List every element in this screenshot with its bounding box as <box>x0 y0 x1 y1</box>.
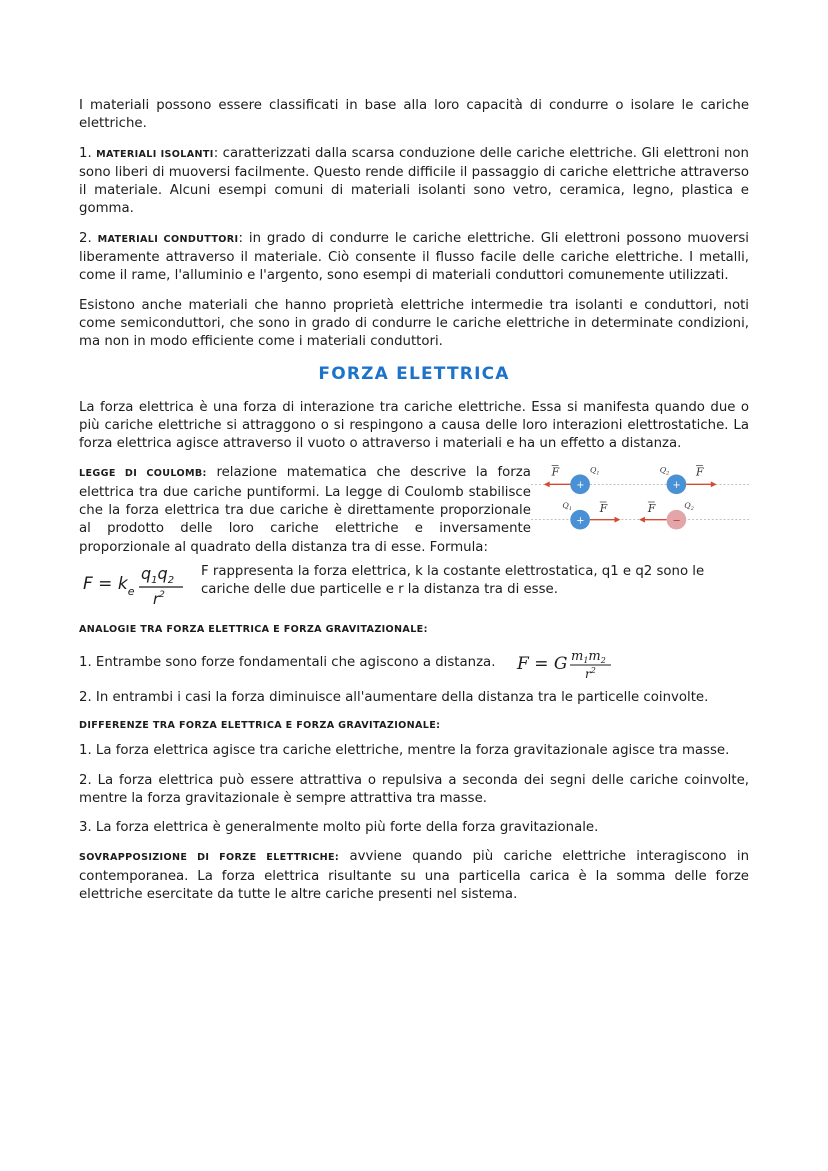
coulomb-formula <box>79 559 189 611</box>
differenze-heading <box>79 718 749 733</box>
differenze-heading-text: DIFFERENZE TRA FORZA ELETTRICA E FORZA GRAVITAZIONALE: <box>79 720 441 732</box>
conduttori-number: 2. <box>79 230 98 246</box>
q2-label-bottom: $Q_2$ <box>684 501 694 513</box>
analogy-item-1-row <box>79 646 749 680</box>
force-label-top-right: F <box>695 465 704 479</box>
analogy-item-2: 2. In entrambi i casi la forza diminuisce all'aumentare della distanza tra le particelle coinvolte. <box>79 689 709 705</box>
isolanti-label: MATERIALI ISOLANTI <box>96 148 214 160</box>
plus-sign-top-right: + <box>672 480 681 492</box>
q1-label-top: $Q_1$ <box>589 465 600 477</box>
q2-label-top: $Q_2$ <box>659 465 670 477</box>
difference-item-3: 3. La forza elettrica è generalmente molto più forte della forza gravitazionale. <box>79 820 599 836</box>
intro-paragraph: I materiali possono essere classificati in base alla loro capacità di condurre o isolare le cariche elettriche. <box>79 98 749 132</box>
arrowhead-left-bottom <box>639 517 645 523</box>
arrowhead-right-top <box>711 482 717 488</box>
q1-label-bottom: $Q_1$ <box>562 501 572 513</box>
analogy-item-1: 1. Entrambe sono forze fondamentali che agiscono a distanza. <box>79 654 496 670</box>
arrowhead-left-top <box>544 482 550 488</box>
analogie-heading <box>79 622 749 637</box>
force-label-bottom-left: F <box>599 502 608 516</box>
coulomb-diagram <box>531 464 749 540</box>
formula-numerator: $q_1q_2$ <box>141 563 175 586</box>
conduttori-colon: : <box>238 230 243 246</box>
section-title: FORZA ELETTRICA <box>318 363 510 384</box>
formula-explanation: F rappresenta la forza elettrica, k la costante elettrostatica, q1 e q2 sono le cariche delle due particelle e r la distanza tra di esse. <box>201 563 705 598</box>
grav-denominator: $r^2$ <box>585 665 597 680</box>
force-label-bottom-right: F <box>647 502 656 516</box>
isolanti-colon: : <box>213 145 219 161</box>
analogie-heading-colon: : <box>423 623 428 635</box>
grav-numerator: $m_1m_2$ <box>571 648 607 665</box>
difference-item-2: 2. La forza elettrica può essere attrattiva o repulsiva a seconda dei segni delle cariche coinvolte, mentre la forza gravitazionale è sempre attrattiva tra masse. <box>79 772 749 806</box>
isolanti-paragraph <box>79 145 749 219</box>
sovrapposizione-label: SOVRAPPOSIZIONE DI FORZE ELETTRICHE <box>79 852 335 864</box>
document-content <box>79 97 749 915</box>
force-label-top-left: F <box>551 465 560 479</box>
forza-intro-paragraph: La forza elettrica è una forza di interazione tra cariche elettriche. Essa si manifesta quando due o più cariche elettriche si attraggono o si respingono a causa delle loro interazioni elettrostatiche. La forza elettrica agisce attraverso il vuoto o attraverso i materiali e ha un effetto a distanza. <box>79 399 749 452</box>
minus-sign-bottom: − <box>672 516 681 528</box>
difference-item-1: 1. La forza elettrica agisce tra cariche elettriche, mentre la forza gravitazionale agisce tra masse. <box>79 743 730 759</box>
coulomb-section <box>79 464 749 556</box>
formula-lhs: $F = k_e$ <box>83 573 135 598</box>
isolanti-number: 1. <box>79 145 97 161</box>
formula-denominator: $r^2$ <box>153 589 165 608</box>
analogie-heading-text: ANALOGIE TRA FORZA ELETTRICA E FORZA GRAVITAZIONALE <box>79 623 424 635</box>
conduttori-text: in grado di condurre le cariche elettriche. Gli elettroni possono muoversi liberamente attraverso il materiale. Ciò consente il flusso facile delle cariche elettriche. I metalli, come il rame, l'alluminio e l'argento, sono esempi di materiali conduttori comunemente utilizzati. <box>79 230 749 284</box>
sovrapposizione-colon: : <box>334 852 340 864</box>
sovrapposizione-paragraph <box>79 848 749 904</box>
plus-sign-bottom: + <box>576 516 585 528</box>
sovrapposizione-text: avviene quando più cariche elettriche interagiscono in contemporanea. La forza elettrica risultante su una particella carica è la somma delle forze elettriche esercitate da tutte le altre cariche presenti nel sistema. <box>79 849 749 903</box>
gravitational-formula <box>515 646 615 680</box>
isolanti-text: caratterizzati dalla scarsa conduzione delle cariche elettriche. Gli elettroni non sono liberi di muoversi facilmente. Questo rende difficile il passaggio di cariche elettriche attraverso il materiale. Alcuni esempi comuni di materiali isolanti sono vetro, ceramica, legno, plastica e gomma. <box>79 145 749 217</box>
arrowhead-right-bottom <box>614 517 620 523</box>
coulomb-formula-row <box>79 563 749 611</box>
conduttori-paragraph <box>79 230 749 286</box>
coulomb-label: LEGGE DI COULOMB: <box>79 468 207 480</box>
coulomb-paragraph <box>79 464 531 556</box>
coulomb-text: relazione matematica che descrive la forza elettrica tra due cariche puntiformi. La legge di Coulomb stabilisce che la forza elettrica tra due cariche è direttamente proporzionale al prodotto delle loro cariche elettriche e inversamente proporzionale al quadrato della distanza tra di esse. Formula: <box>79 465 531 555</box>
grav-lhs: F = G <box>517 653 568 674</box>
conduttori-label: MATERIALI CONDUTTORI <box>97 233 239 245</box>
semiconduttori-paragraph: Esistono anche materiali che hanno proprietà elettriche intermedie tra isolanti e conduttori, noti come semiconduttori, che sono in grado di condurre le cariche elettriche in determinate condizioni, ma non in modo efficiente come i materiali conduttori. <box>79 297 749 350</box>
plus-sign-top-left: + <box>576 480 585 492</box>
